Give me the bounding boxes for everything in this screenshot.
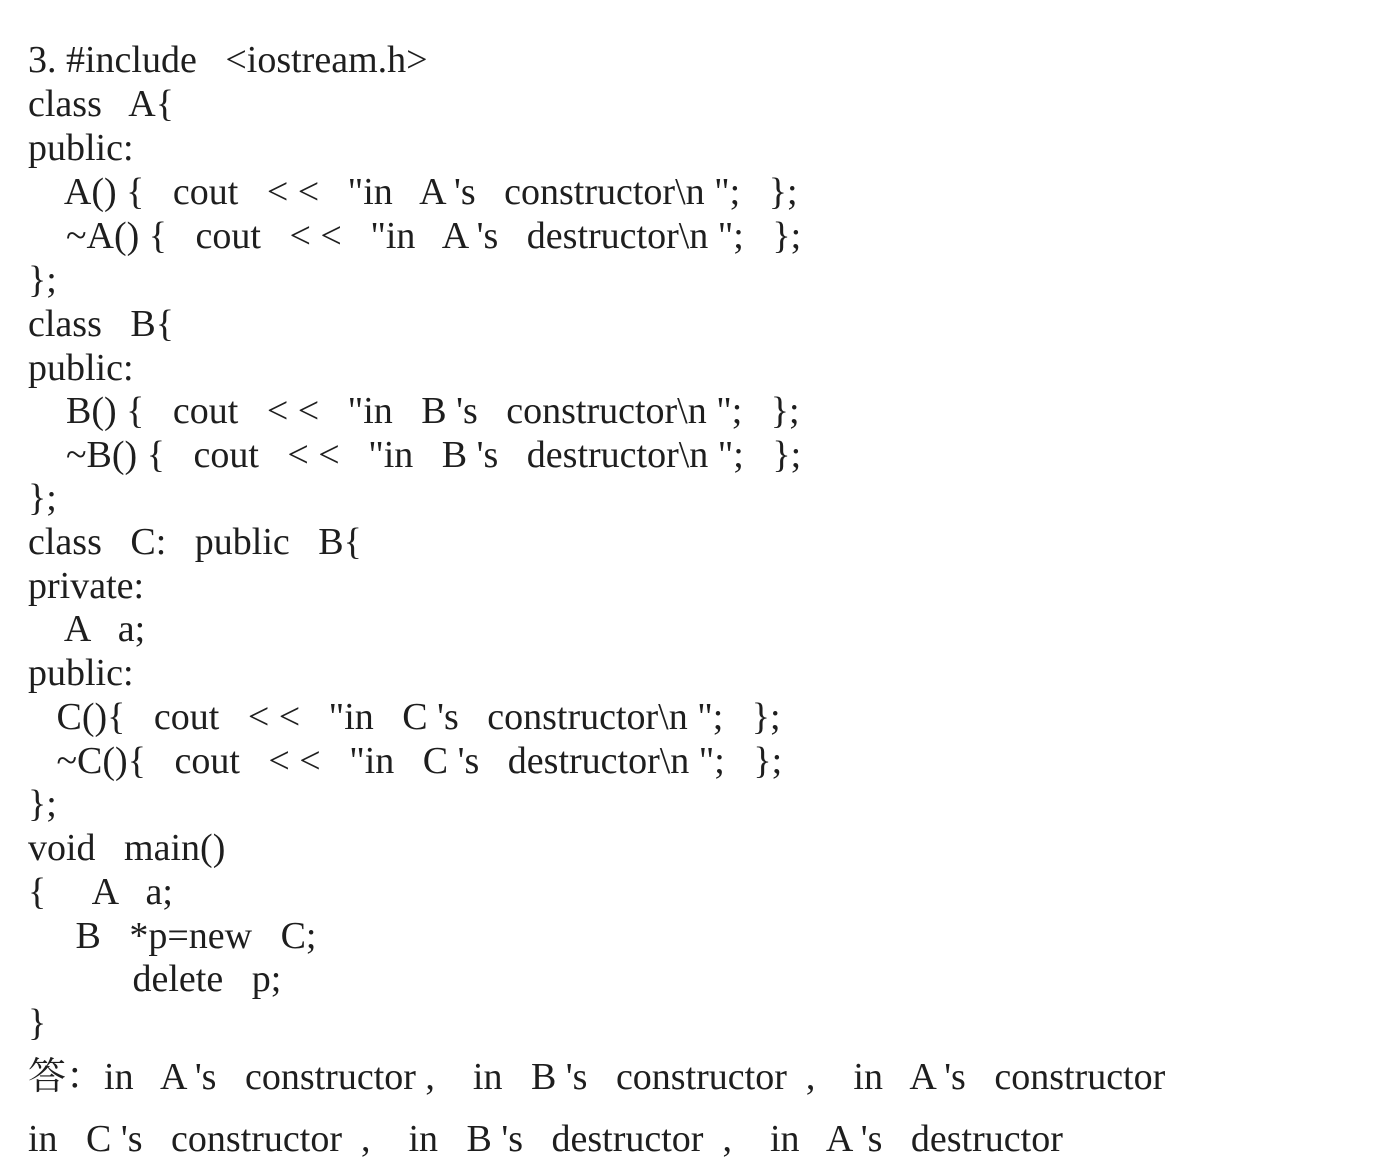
code-line: public: bbox=[28, 347, 134, 389]
code-line: public: bbox=[28, 652, 134, 694]
code-line: class A{ bbox=[28, 83, 174, 125]
code-line-include bbox=[28, 38, 428, 82]
answer-label: 答： bbox=[28, 1056, 105, 1098]
code-line: }; bbox=[28, 783, 57, 825]
code-line: A() { cout < < "in A 's constructor\n "; }; bbox=[28, 171, 798, 213]
code-line: ~A() { cout < < "in A 's destructor\n "; }; bbox=[28, 215, 802, 257]
answer-line-2: in C 's constructor , in B 's destructor , in A 's destructor bbox=[28, 1118, 1063, 1160]
code-text: #include <iostream.h> bbox=[66, 39, 428, 81]
code-line: }; bbox=[28, 259, 57, 301]
code-line: B *p=new C; bbox=[28, 915, 317, 957]
code-line: }; bbox=[28, 477, 57, 519]
code-line: private: bbox=[28, 565, 145, 607]
code-line: class C: public B{ bbox=[28, 521, 362, 563]
answer-text: in A 's constructor , in B 's constructor , in A 's constructor bbox=[104, 1056, 1166, 1098]
code-line: } bbox=[28, 1002, 47, 1044]
code-line: ~C(){ cout < < "in C 's destructor\n "; }; bbox=[28, 740, 783, 782]
question-number: 3. bbox=[28, 39, 57, 81]
code-line: { A a; bbox=[28, 871, 173, 913]
code-line: class B{ bbox=[28, 303, 174, 345]
code-line: B() { cout < < "in B 's constructor\n "; }; bbox=[28, 390, 800, 432]
code-line: ~B() { cout < < "in B 's destructor\n "; }; bbox=[28, 434, 802, 476]
code-line: public: bbox=[28, 127, 134, 169]
answer-line-1 bbox=[28, 1055, 1165, 1099]
code-line: delete p; bbox=[28, 958, 282, 1000]
code-line: A a; bbox=[28, 608, 146, 650]
code-line: void main() bbox=[28, 827, 226, 869]
code-line: C(){ cout < < "in C 's constructor\n "; }; bbox=[28, 696, 781, 738]
